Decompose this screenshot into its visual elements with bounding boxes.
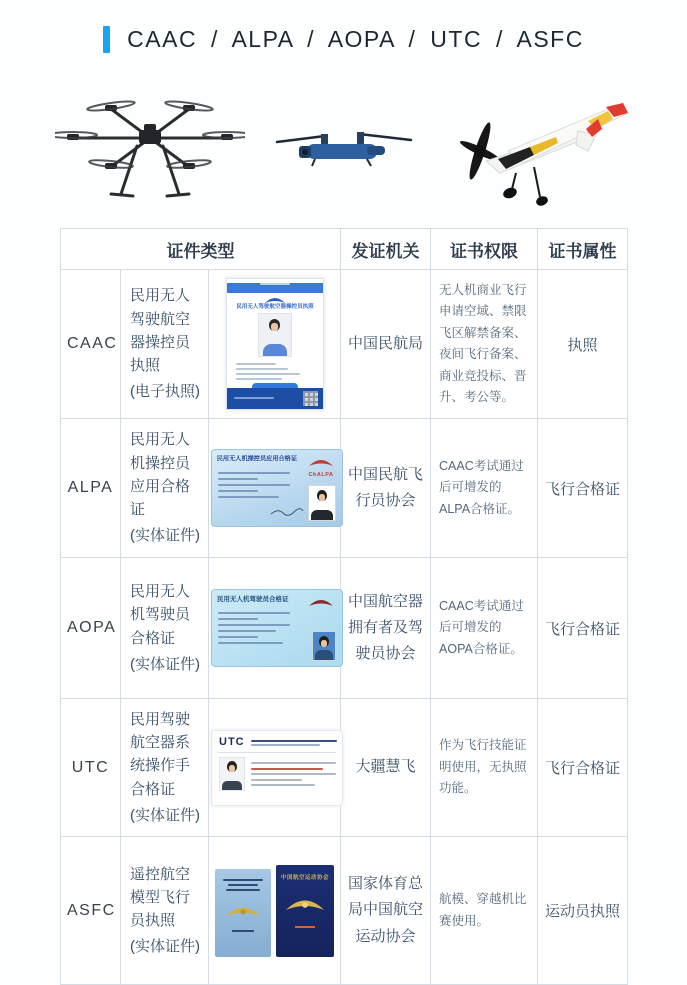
cert-form-text: (实体证件) (130, 938, 200, 956)
alpa-certificate-card-image (211, 449, 343, 527)
alpa-image-cell (209, 419, 341, 558)
utc-permission: 作为飞行技能证明使用，无执照功能。 (431, 699, 538, 837)
booklet-footer-line (232, 930, 254, 932)
gold-wings-icon (285, 897, 325, 912)
cert-name-text: 民用无人机操控员应用合格证 (130, 431, 191, 519)
utc-card-header (212, 731, 342, 748)
caac-acronym: CAAC (61, 270, 121, 419)
aopa-wings-logo (304, 594, 338, 612)
alpa-permission: CAAC考试通过后可增发的ALPA合格证。 (431, 419, 538, 558)
booklet-footer-line (295, 926, 315, 928)
caac-attribute: 执照 (538, 270, 628, 419)
asfc-acronym: ASFC (61, 837, 121, 985)
caac-image-cell (209, 270, 341, 419)
qr-code-icon (303, 391, 318, 406)
asfc-booklet-dark (276, 865, 334, 957)
aopa-cert-name (121, 558, 209, 699)
hero-images (55, 86, 633, 218)
aopa-permission: CAAC考试通过后可增发的AOPA合格证。 (431, 558, 538, 699)
cert-name-text: 民用无人机驾驶员合格证 (130, 583, 191, 647)
table-row-utc (61, 699, 628, 837)
aopa-portrait-photo (312, 631, 336, 661)
alpa-acronym: ALPA (61, 419, 121, 558)
alpa-attribute: 飞行合格证 (538, 419, 628, 558)
alpa-logo-text: ChALPA (308, 472, 334, 478)
aopa-certificate-card-image (211, 589, 343, 667)
asfc-issuer: 国家体育总局中国航空运动协会 (341, 837, 431, 985)
booklet-title-lines (215, 869, 271, 891)
utc-attribute: 飞行合格证 (538, 699, 628, 837)
cert-name-text: 民用驾驶航空器系统操作手合格证 (130, 710, 191, 798)
cert-form-text: (实体证件) (130, 806, 200, 824)
cert-form-text: (实体证件) (130, 655, 200, 673)
aopa-image-cell (209, 558, 341, 699)
asfc-attribute: 运动员执照 (538, 837, 628, 985)
utc-cert-name (121, 699, 209, 837)
page-title (0, 26, 687, 53)
license-portrait-photo (258, 313, 292, 357)
quadcopter-drone-image (263, 116, 421, 188)
alpa-portrait-photo (308, 485, 336, 521)
cert-name-text: 民用无人驾驶航空器操控员执照 (130, 287, 191, 375)
table-row-caac (61, 270, 628, 419)
caac-permission: 无人机商业飞行申请空域、禁限飞区解禁备案、夜间飞行备案、商业竞投标、晋升、考公等。 (431, 270, 538, 419)
asfc-license-booklets-image (214, 865, 336, 957)
aopa-issuer: 中国航空器拥有者及驾驶员协会 (341, 558, 431, 699)
utc-logo-text: UTC (219, 735, 245, 748)
aopa-acronym: AOPA (61, 558, 121, 699)
header-permission: 证书权限 (431, 229, 538, 270)
utc-acronym: UTC (61, 699, 121, 837)
header-issuer: 发证机关 (341, 229, 431, 270)
alpa-card-title: 民用无人机操控员应用合格证 (216, 455, 298, 463)
alpa-wings-logo (304, 454, 338, 478)
header-attribute: 证书属性 (538, 229, 628, 270)
signature-icon (270, 508, 304, 516)
cert-name-text: 遥控航空模型飞行员执照 (130, 865, 191, 929)
table-row-alpa (61, 419, 628, 558)
asfc-image-cell (209, 837, 341, 985)
caac-issuer: 中国民航局 (341, 270, 431, 419)
alpa-card-info-lines (218, 468, 290, 502)
caac-wings-icon (264, 296, 286, 304)
table-row-asfc (61, 837, 628, 985)
phone-license-title: 民用无人驾驶航空器操控员执照 (235, 304, 314, 310)
title-accent-bar (103, 26, 110, 53)
asfc-permission: 航模、穿越机比赛使用。 (431, 837, 538, 985)
caac-cert-name (121, 270, 209, 419)
aopa-attribute: 飞行合格证 (538, 558, 628, 699)
utc-card-info-lines (251, 757, 336, 791)
page-title-text: CAAC / ALPA / AOPA / UTC / ASFC (127, 26, 584, 52)
utc-certificate-card-image (211, 730, 343, 806)
aopa-card-info-lines (218, 608, 290, 648)
header-cert-type: 证件类型 (61, 229, 341, 270)
utc-header-lines (251, 737, 337, 748)
asfc-booklet-title: 中国航空运动协会 (280, 874, 329, 881)
gold-wings-icon (225, 905, 261, 918)
utc-portrait-photo (219, 757, 245, 791)
phone-status-bar (227, 283, 323, 293)
utc-issuer: 大疆慧飞 (341, 699, 431, 837)
fixed-wing-plane-image (438, 89, 633, 215)
aopa-card-title: 民用无人机驾驶员合格证 (217, 596, 289, 603)
certificate-table (60, 228, 628, 985)
table-row-aopa (61, 558, 628, 699)
asfc-booklet-light (215, 869, 271, 957)
utc-card-body (212, 753, 342, 791)
license-info-lines (227, 359, 323, 380)
caac-electronic-license-image (226, 278, 324, 410)
table-header-row (61, 229, 628, 270)
phone-footer (227, 388, 323, 409)
asfc-cert-name (121, 837, 209, 985)
cert-form-text: (电子执照) (130, 383, 200, 401)
cert-form-text: (实体证件) (130, 527, 200, 545)
hexacopter-drone-image (55, 92, 245, 212)
utc-image-cell (209, 699, 341, 837)
alpa-cert-name (121, 419, 209, 558)
alpa-issuer: 中国民航飞行员协会 (341, 419, 431, 558)
